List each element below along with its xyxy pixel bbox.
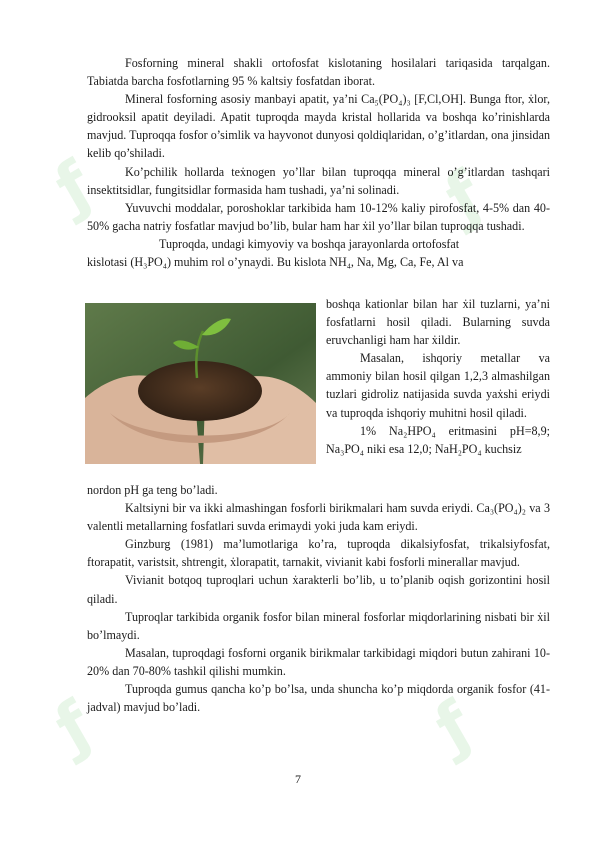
- hands-soil-sprout-photo: [85, 303, 316, 464]
- paragraph: kislotasi (H₃PO₄) muhim rol o’ynaydi. Bu kislota NH₄, Na, Mg, Ca, Fe, Al va: [87, 255, 464, 270]
- paragraph: Tuproqlar tarkibida organik fosfor bilan mineral fosforlar miqdorlarining nisbati bir ẋil bo’lmaydi.: [87, 609, 550, 642]
- watermark-mark: ƒ: [423, 687, 485, 767]
- page-number: 7: [295, 772, 301, 786]
- paragraph: boshqa kationlar bilan har ẋil tuzlarni, ya’ni fosfatlarni hosil qiladi. Bularning suvda eruvchanligi ham har ẋildir.: [326, 297, 550, 348]
- paragraph: 1% Na₂HPO₄ eritmasini pH=8,9; Na₃PO₄ niki esa 12,0; NaH₂PO₄ kuchsiz: [326, 423, 550, 456]
- paragraph: Tuproqda, undagi kimyoviy va boshqa jarayonlarda ortofosfat: [159, 236, 460, 251]
- paragraph: nordon pH ga teng bo’ladi.: [87, 483, 218, 497]
- watermark-mark: ƒ: [43, 147, 105, 227]
- top-text-block: [87, 54, 550, 271]
- bottom-text-block: [87, 481, 550, 716]
- side-text-block: [326, 295, 550, 458]
- paragraph: Kaltsiyni bir va ikki almashingan fosforli birikmalari ham suvda eriydi. Ca₃(PO₄)₂ va 3 valentli metallarning fosfatlari suvda erimaydi yoki juda kam eriydi.: [87, 501, 550, 534]
- paragraph: Masalan, ishqoriy metallar va ammoniy bilan hosil qilgan 1,2,3 almashilgan tuzlari gidroliz natijasida suvda yaẋshi eriydi va tuproqda ishqoriy muhitni hosil qiladi.: [326, 351, 550, 420]
- watermark-mark: ƒ: [433, 157, 495, 237]
- paragraph: Vivianit botqoq tuproqlari uchun ẋarakterli bo’lib, u to’planib oqish gorizontini hosil qiladi.: [87, 573, 550, 606]
- watermark-mark: ƒ: [43, 687, 105, 767]
- paragraph: Mineral fosforning asosiy manbayi apatit, ya’ni Ca₅(PO₄)₃ [F,Cl,OH]. Bunga ftor, ẋlor, gidrooksil apatit deyiladi. Apatit tuproqda mayda kristal hollarida va boshqa ko’rinishlarda mavjud. Tuproqqa fosfor o’simlik va hayvonot dunyosi qoldiqlaridan, o’g’itlardan, ona jinsidan kelib qo’shiladi.: [87, 92, 550, 161]
- paragraph: Masalan, tuproqdagi fosforni organik birikmalar tarkibidagi miqdori butun zahirani 10-20% dan 70-80% tashkil qilishi mumkin.: [87, 645, 550, 678]
- paragraph: Yuvuvchi moddalar, poroshoklar tarkibida ham 10-12% kaliy pirofosfat, 4-5% dan 40-50% gacha natriy fosfatlar mavjud bo’lib, bular ham har ẋil yo’llar bilan tuproqqa tushadi.: [87, 200, 550, 233]
- paragraph: Tuproqda gumus qancha ko’p bo’lsa, unda shuncha ko’p miqdorda organik fosfor (41-jadval) mavjud bo’ladi.: [87, 682, 550, 715]
- paragraph: Ko’pchilik hollarda teẋnogen yo’llar bilan tuproqqa mineral o’g’itlardan tashqari insektitsidlar, fungitsidlar formasida ham tushadi, ya’ni solinadi.: [87, 164, 550, 197]
- paragraph: Ginzburg (1981) ma’lumotlariga ko’ra, tuproqda dikalsiyfosfat, trikalsiyfosfat, ftorapatit, varistsit, shtrengit, ẋlorapatit, tarnakit, vivianit kabi fosforli minerallar mavjud.: [87, 537, 550, 570]
- paragraph: Fosforning mineral shakli ortofosfat kislotaning hosilalari tariqasida tarqalgan. Tabiatda barcha fosfotlarning 95 % kaltsiy fosfatdan iborat.: [87, 56, 550, 89]
